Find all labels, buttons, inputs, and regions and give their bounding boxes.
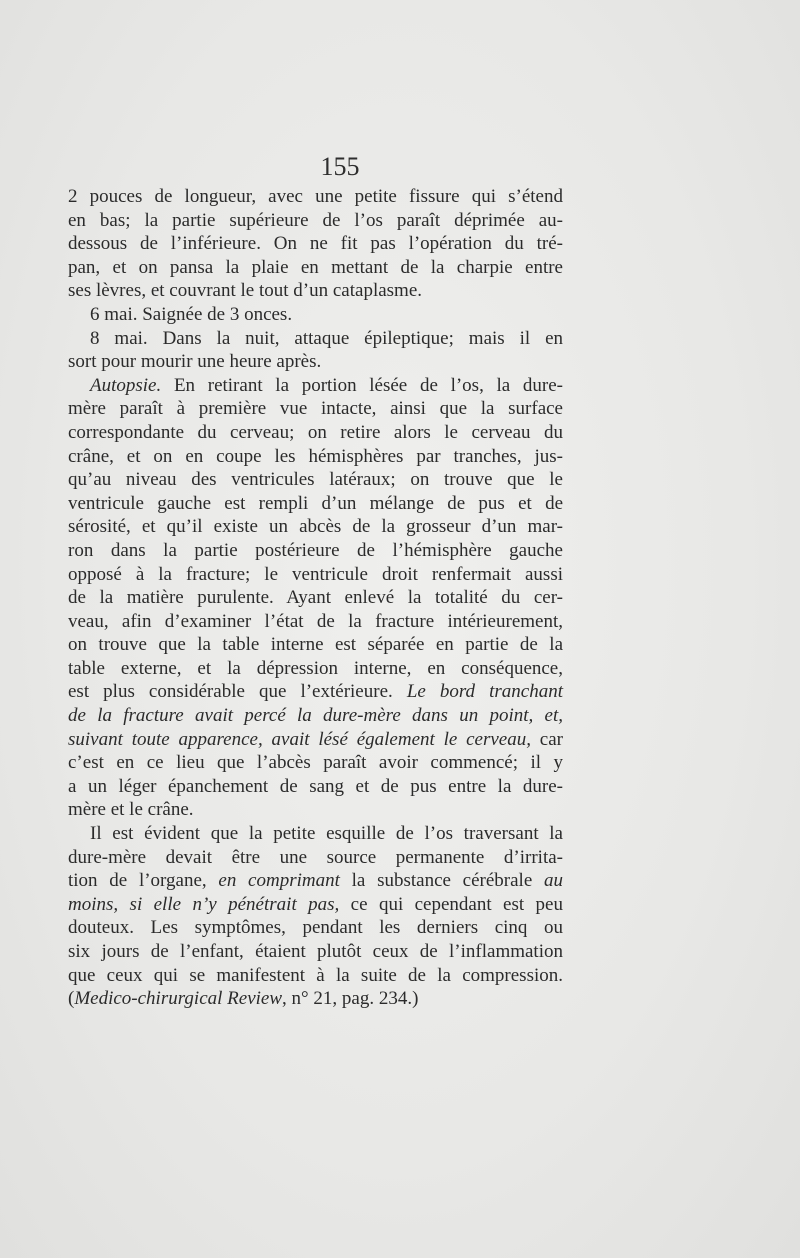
italic-text: suivant toute apparence, avait lésé également le cerveau, [68, 728, 531, 750]
text-line: on trouve que la table interne est séparée en partie de la [68, 634, 563, 656]
text-line: de la matière purulente. Ayant enlevé la totalité du cer- [68, 587, 563, 609]
text-line: ventricule gauche est rempli d’un mélange de pus et de [68, 492, 563, 514]
text-segment: est plus considérable que l’extérieure. [68, 681, 407, 703]
text-segment: car [530, 728, 563, 750]
text-segment: ( [68, 988, 75, 1010]
page-number: 155 [320, 152, 360, 181]
text-line [68, 704, 563, 728]
text-line: sérosité, et qu’il existe un abcès de la grosseur d’un mar- [68, 516, 563, 538]
text-line: ses lèvres, et couvrant le tout d’un cataplasme. [68, 280, 423, 302]
text-line: en bas; la partie supérieure de l’os paraît déprimée au- [68, 209, 563, 231]
text-segment: , n° 21, pag. 234.) [282, 988, 419, 1010]
text-line: table externe, et la dépression interne, en conséquence, [68, 657, 563, 679]
text-line: Il est évident que la petite esquille de l’os traversant la [90, 823, 563, 845]
text-line [68, 869, 563, 893]
text-line [68, 987, 563, 1011]
text-segment: ce qui cependant est peu [339, 893, 563, 915]
text-segment: tion de l’organe, [68, 870, 219, 892]
text-line [68, 680, 563, 704]
text-line: six jours de l’enfant, étaient plutôt ceux de l’inflammation [68, 941, 563, 962]
text-line [68, 893, 563, 917]
italic-text: en comprimant [218, 870, 340, 892]
text-line: douteux. Les symptômes, pendant les derniers cinq ou [68, 917, 563, 939]
italic-text: au [544, 870, 563, 892]
text-line: correspondante du cerveau; on retire alors le cerveau du [68, 421, 563, 443]
text-line [68, 728, 563, 752]
text-line: veau, afin d’examiner l’état de la fracture intérieurement, [68, 610, 563, 632]
text-line: pan, et on pansa la plaie en mettant de la charpie entre [68, 256, 563, 278]
body-text [68, 185, 563, 1011]
italic-text: Le bord tranchant [406, 681, 563, 703]
text-line: dessous de l’inférieure. On ne fit pas l’opération du tré- [68, 233, 563, 255]
italic-text: Autopsie. [90, 374, 162, 396]
text-line [68, 374, 563, 398]
text-line: 8 mai. Dans la nuit, attaque épileptique; mais il en [90, 327, 563, 349]
text-line: 6 mai. Saignée de 3 onces. [90, 303, 293, 325]
text-line: sort pour mourir une heure après. [68, 351, 322, 373]
text-line: mère et le crâne. [68, 799, 194, 821]
text-line: crâne, et on en coupe les hémisphères par tranches, jus- [68, 445, 563, 467]
text-line: c’est en ce lieu que l’abcès paraît avoir commencé; il y [68, 752, 563, 774]
text-segment: En retirant la portion lésée de l’os, la dure- [161, 374, 563, 396]
italic-text: de la fracture avait percé la dure-mère dans un point, et, [68, 705, 563, 727]
text-line: mère paraît à première vue intacte, ainsi que la surface [68, 398, 563, 420]
text-segment: la substance cérébrale [339, 870, 544, 892]
text-line: que ceux qui se manifestent à la suite de la compression. [68, 964, 563, 986]
italic-text: moins, si elle n’y pénétrait pas, [68, 893, 340, 915]
text-line: 2 pouces de longueur, avec une petite fissure qui s’étend [68, 186, 563, 207]
text-line: qu’au niveau des ventricules latéraux; on trouve que le [68, 469, 563, 491]
text-line: a un léger épanchement de sang et de pus entre la dure- [68, 775, 563, 797]
text-line: ron dans la partie postérieure de l’hémisphère gauche [68, 539, 563, 561]
text-line: dure-mère devait être une source permanente d’irrita- [68, 846, 563, 868]
italic-text: Medico-chirurgical Review [74, 988, 283, 1010]
text-line: opposé à la fracture; le ventricule droit renfermait aussi [68, 563, 563, 585]
